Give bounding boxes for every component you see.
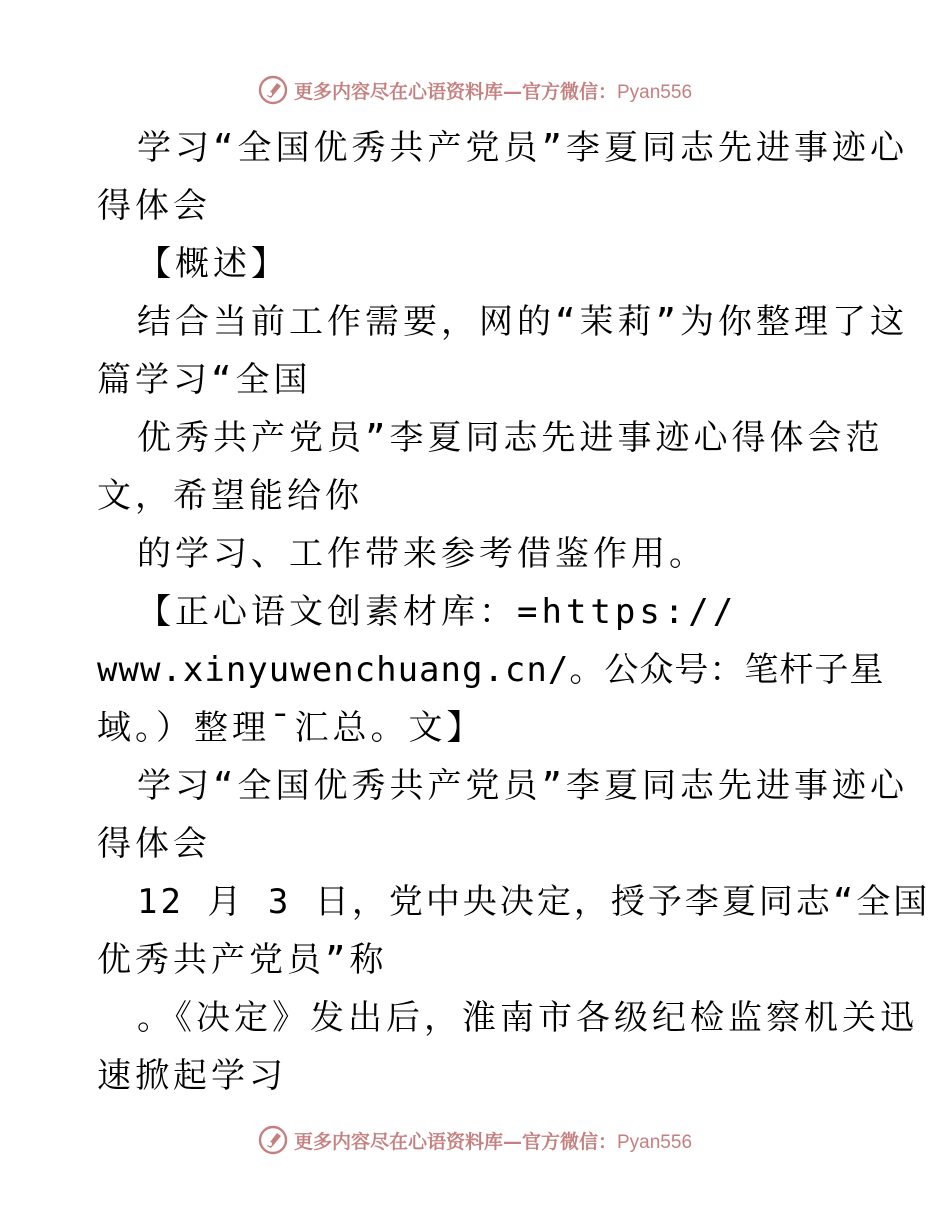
text-line: 学习“全国优秀共产党员”李夏同志先进事迹心 [137, 128, 908, 168]
text-line: 【正心语文创素材库：=https:// [137, 592, 738, 632]
text-line: 12 月 3 日，党中央决定，授予李夏同志“全国 [137, 882, 931, 922]
text-line: www.xinyuwenchuang.cn/。公众号：笔杆子星 [97, 650, 885, 690]
text-line: 文，希望能给你 [97, 476, 363, 516]
text-line: 域。）整理¯汇总。文】 [97, 708, 485, 748]
text-line: 篇学习“全国 [97, 360, 312, 400]
footer-watermark [0, 1120, 950, 1160]
header-watermark-cn: 更多内容尽在心语资料库—官方微信： [293, 80, 617, 103]
text-line: 得体会 [97, 824, 211, 864]
text-line: 速掀起学习 [97, 1056, 287, 1096]
pen-nib-circle-logo-icon [258, 1125, 288, 1155]
text-line: 【概述】 [137, 244, 289, 284]
footer-watermark-wechat-id: Pyan556 [617, 1131, 693, 1153]
text-line: 优秀共产党员”称 [97, 940, 388, 980]
text-line: 优秀共产党员”李夏同志先进事迹心得体会范 [137, 418, 884, 458]
text-line: 。《决定》发出后，淮南市各级纪检监察机关迅 [137, 998, 918, 1038]
text-line: 结合当前工作需要，网的“茉莉”为你整理了这 [137, 302, 908, 342]
text-line: 学习“全国优秀共产党员”李夏同志先进事迹心 [137, 766, 908, 806]
footer-watermark-text [294, 1127, 692, 1154]
text-line: 得体会 [97, 186, 211, 226]
header-watermark [0, 70, 950, 110]
text-line: 的学习、工作带来参考借鉴作用。 [137, 534, 707, 574]
footer-watermark-cn: 更多内容尽在心语资料库—官方微信： [293, 1130, 617, 1153]
header-watermark-text [294, 77, 692, 104]
pen-nib-circle-logo-icon [258, 75, 288, 105]
header-watermark-wechat-id: Pyan556 [617, 81, 693, 103]
